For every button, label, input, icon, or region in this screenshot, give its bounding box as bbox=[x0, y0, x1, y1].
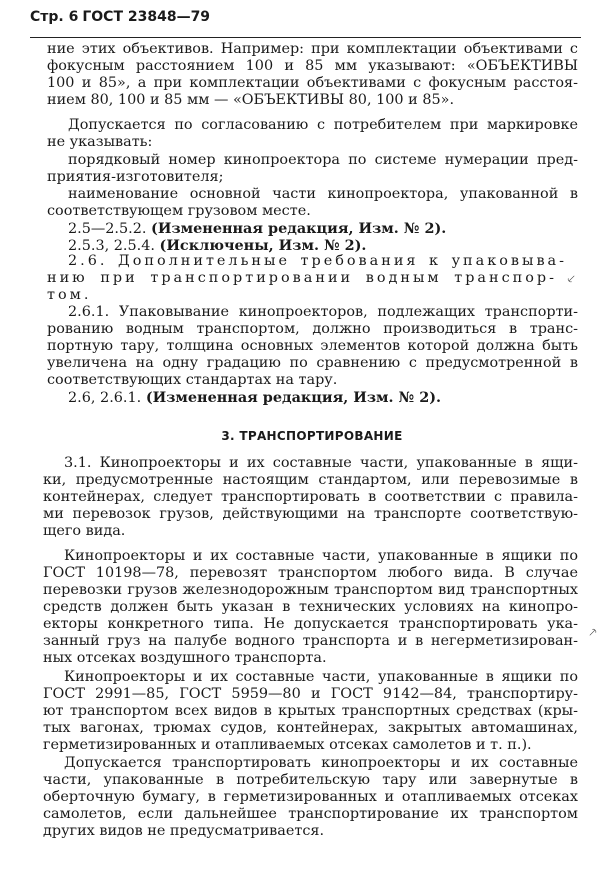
text-line: 2.6, 2.6.1. (Измененная редакция, Изм. № 2). bbox=[68, 389, 442, 406]
text-line: тых вагонах, трюмах судов, контейнерах, закрытых автомашинах, bbox=[43, 720, 578, 736]
text-line: перевозки грузов железнодорожным транспортом вид транспортных bbox=[43, 582, 578, 598]
text-line: не указывать: bbox=[47, 134, 153, 150]
text-line: средств должен быть указан в технических условиях на кинопро- bbox=[43, 599, 578, 615]
text-line: ми перевозок грузов, действующими на транспорте соответствую- bbox=[43, 506, 578, 522]
text-line: ных отсеках воздушного транспорта. bbox=[43, 650, 327, 666]
page-header bbox=[30, 9, 210, 25]
text-line: ют транспортом всех видов в крытых транспортных средствах (кры- bbox=[43, 703, 578, 719]
text-line: нием 80, 100 и 85 мм — «ОБЪЕКТИВЫ 80, 100 и 85». bbox=[47, 92, 455, 108]
text-line: Кинопроекторы и их составные части, упакованные в ящики по bbox=[64, 548, 578, 564]
text-line: 100 и 85», а при комплектации объективами с фокусным расстоя- bbox=[47, 75, 578, 91]
text-line: ки, предусмотренные настоящим стандартом, или перевозимые в bbox=[43, 472, 578, 488]
text-line: соответствующих стандартах на тару. bbox=[47, 372, 338, 388]
text-line: ние этих объективов. Например: при комплектации объективами с bbox=[47, 41, 578, 57]
text-line: Кинопроекторы и их составные части, упакованные в ящики по bbox=[64, 669, 578, 685]
text-line: герметизированных и отапливаемых отсеках самолетов и т. п.). bbox=[43, 737, 532, 753]
text-line: других видов не предусматривается. bbox=[43, 823, 325, 839]
text-line: 3. ТРАНСПОРТИРОВАНИЕ bbox=[221, 429, 403, 443]
text-line: рованию водным транспортом, должно производиться в транс- bbox=[47, 321, 578, 337]
text-line: 2.6. Дополнительные требования к упаковыва- bbox=[68, 253, 567, 269]
text-line: 2.5—2.5.2. (Измененная редакция, Изм. № 2). bbox=[68, 220, 447, 237]
text-line: наименование основной части кинопроектора, упакованной в bbox=[68, 186, 578, 202]
page-number: Стр. 6 bbox=[30, 9, 79, 25]
text-line: нию при транспортировании водным транспор- bbox=[47, 270, 557, 286]
text-line: занный груз на палубе водного транспорта и в негерметизирован- bbox=[43, 633, 578, 649]
header-rule bbox=[30, 37, 581, 38]
text-line: порядковый номер кинопроектора по системе нумерации пред- bbox=[68, 152, 578, 168]
text-line: фокусным расстоянием 100 и 85 мм указывают: «ОБЪЕКТИВЫ bbox=[47, 58, 578, 74]
text-line: щего вида. bbox=[43, 523, 126, 539]
text-line: оберточную бумагу, в герметизированных и отапливаемых отсеках bbox=[43, 789, 578, 805]
text-line: 2.5.3, 2.5.4. (Исключены, Изм. № 2). bbox=[68, 237, 367, 254]
margin-scribble-icon: ⸕ bbox=[588, 625, 598, 640]
text-line: ГОСТ 2991—85, ГОСТ 5959—80 и ГОСТ 9142—84, транспортиру- bbox=[43, 686, 578, 702]
text-line: соответствующем грузовом месте. bbox=[47, 203, 311, 219]
text-line: увеличена на одну градацию по сравнению с предусмотренной в bbox=[47, 355, 578, 371]
margin-scribble-icon: ⸔ bbox=[566, 272, 576, 287]
standard-code: ГОСТ 23848—79 bbox=[82, 9, 211, 25]
text-line: 3.1. Кинопроекторы и их составные части, упакованные в ящи- bbox=[64, 455, 578, 471]
text-line: портную тару, толщина основных элементов которой должна быть bbox=[47, 338, 578, 354]
text-line: части, упакованные в потребительскую тару или завернутые в bbox=[43, 772, 578, 788]
text-line: 2.6.1. Упаковывание кинопроекторов, подлежащих транспорти- bbox=[68, 304, 578, 320]
text-line: приятия-изготовителя; bbox=[47, 169, 224, 185]
text-line: контейнерах, следует транспортировать в соответствии с правила- bbox=[43, 489, 578, 505]
text-line: Допускается по согласованию с потребителем при маркировке bbox=[68, 117, 578, 133]
text-line: екторы конкретного типа. Не допускается транспортировать ука- bbox=[43, 616, 578, 632]
text-line: том. bbox=[47, 287, 92, 303]
text-line: ГОСТ 10198—78, перевозят транспортом любого вида. В случае bbox=[43, 565, 578, 581]
text-line: самолетов, если дальнейшее транспортирование их транспортом bbox=[43, 806, 578, 822]
text-line: Допускается транспортировать кинопроекторы и их составные bbox=[64, 755, 578, 771]
